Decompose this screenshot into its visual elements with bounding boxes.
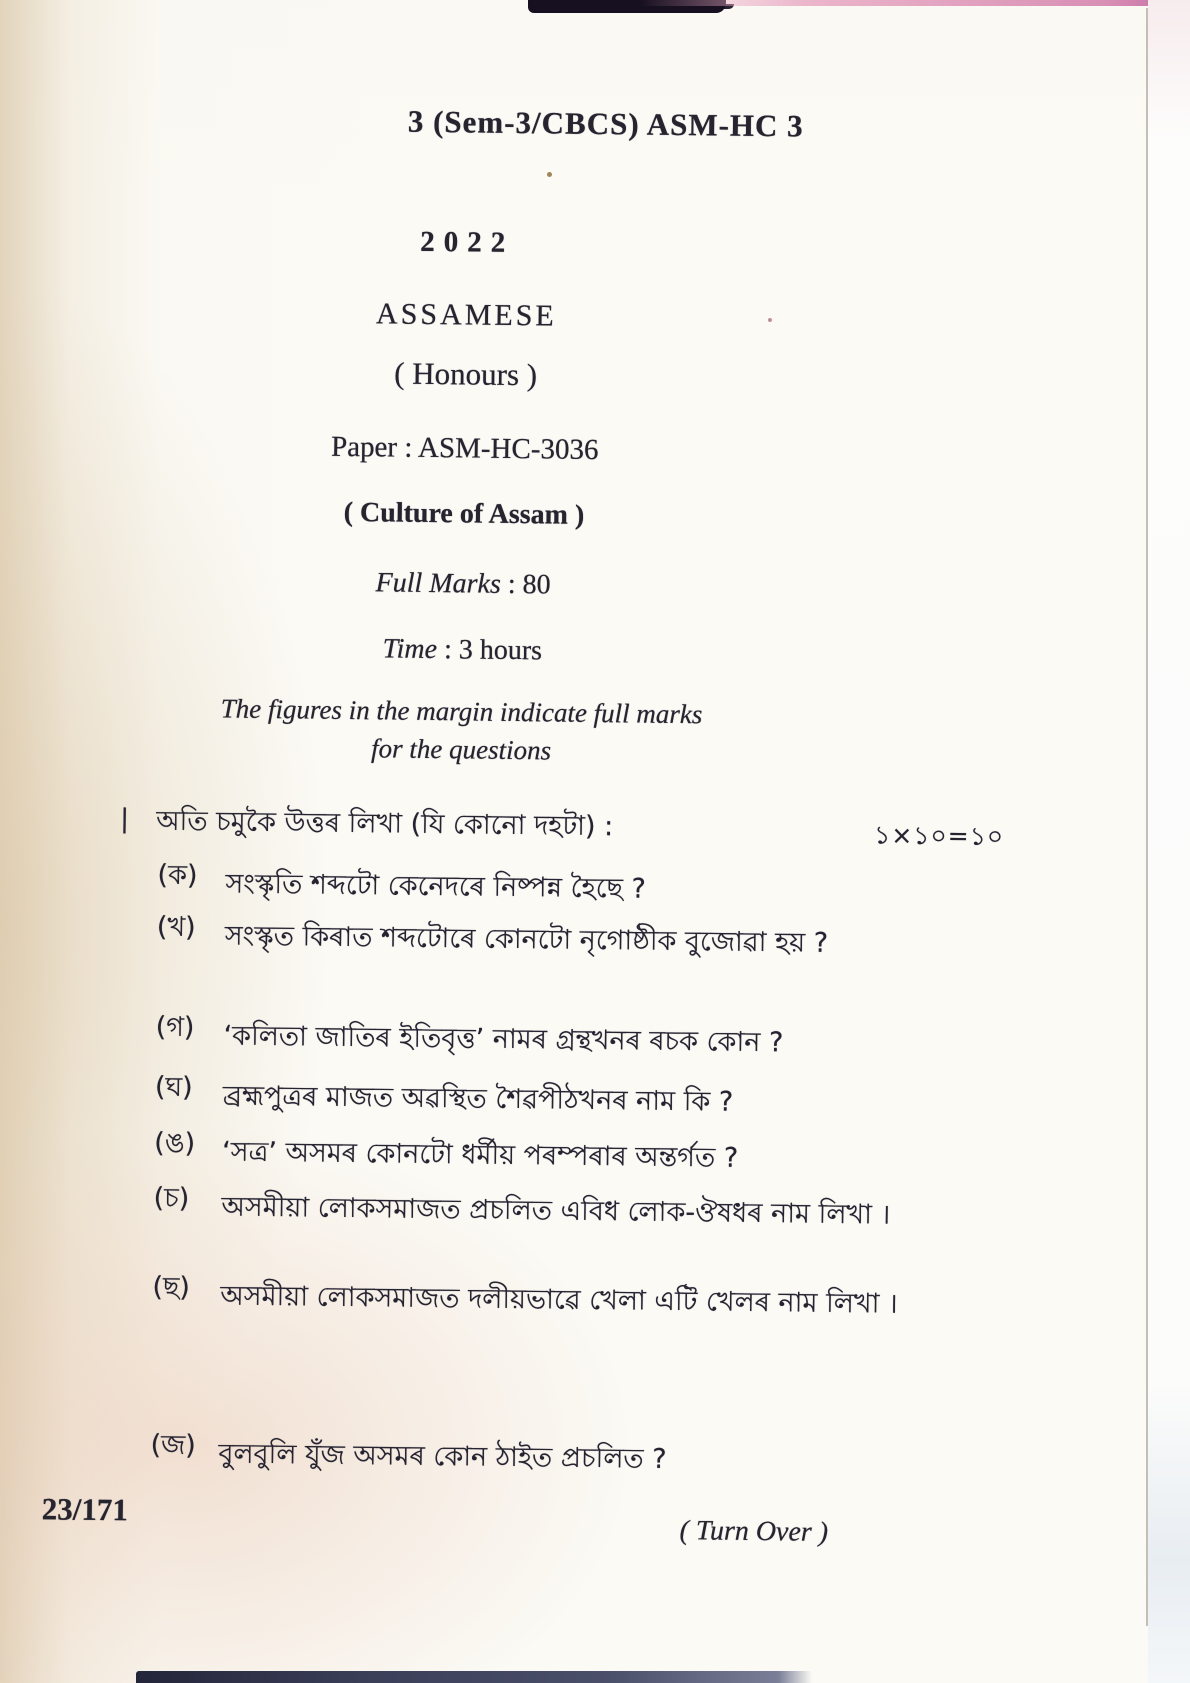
question-item xyxy=(153,1178,1024,1247)
margin-note-line2: for the questions xyxy=(370,733,552,766)
time-line xyxy=(62,629,862,671)
year-heading: 2022 xyxy=(420,225,515,259)
question-item-text: সংস্কৃত কিৰাত শব্দটোৰে কোনটো নৃগোষ্ঠীক বুজোৱা হয় ? xyxy=(224,920,829,959)
question1-number-mark: | xyxy=(120,804,130,835)
question-item-label: (গ) xyxy=(155,1011,195,1044)
question-item-label: (জ) xyxy=(150,1429,196,1462)
question-item xyxy=(155,1007,1026,1076)
question-item-label: (খ) xyxy=(156,911,196,944)
question-item-label: (ঙ) xyxy=(154,1127,196,1160)
question-item xyxy=(150,1425,1021,1494)
question1-marks: ১×১০=১০ xyxy=(873,820,1005,851)
question-item-text: ‘কলিতা জাতিৰ ইতিবৃত্ত’ নামৰ গ্ৰন্থখনৰ ৰচক কোন ? xyxy=(223,1020,784,1059)
question-item-label: (ঘ) xyxy=(154,1071,193,1104)
paper-title: ( Culture of Assam ) xyxy=(343,496,585,531)
full-marks-line xyxy=(63,563,863,605)
question-item-text: ব্ৰহ্মপুত্ৰৰ মাজত অৱস্থিত শৈৱপীঠখনৰ নাম কি ? xyxy=(222,1080,734,1118)
question-item-label: (চ) xyxy=(153,1182,190,1215)
level-heading: ( Honours ) xyxy=(394,355,538,393)
paper-number-line: Paper : ASM-HC-3036 xyxy=(330,430,599,467)
time-label: Time xyxy=(382,633,438,666)
question-item xyxy=(152,1267,1023,1336)
full-marks-label: Full Marks xyxy=(375,567,502,600)
full-marks-value: : 80 xyxy=(507,568,551,601)
footer-turn-over: ( Turn Over ) xyxy=(679,1515,829,1548)
question-item-label: (ছ) xyxy=(152,1271,191,1304)
subject-heading: ASSAMESE xyxy=(375,297,557,333)
question-item xyxy=(156,907,1027,976)
question-item-label: (ক) xyxy=(157,859,198,892)
question-item-text: সংস্কৃতি শব্দটো কেনেদৰে নিষ্পন্ন হৈছে ? xyxy=(225,868,647,905)
footer-paper-code: 23/171 xyxy=(41,1491,129,1528)
paper-code-header: 3 (Sem-3/CBCS) ASM-HC 3 xyxy=(407,103,804,144)
margin-note-line1: The figures in the margin indicate full marks xyxy=(220,693,703,730)
question-item-text: অসমীয়া লোকসমাজত প্ৰচলিত এবিধ লোক-ঔষধৰ নাম লিখা । xyxy=(221,1191,891,1231)
time-value: : 3 hours xyxy=(443,634,543,667)
question-item-text: ‘সত্ৰ’ অসমৰ কোনটো ধৰ্মীয় পৰম্পৰাৰ অন্তৰ্গত ? xyxy=(221,1136,739,1174)
question1-heading: অতি চমুকৈ উত্তৰ লিখা (যি কোনো দহটা) : xyxy=(156,805,614,843)
question-item-text: অসমীয়া লোকসমাজত দলীয়ভাৱে খেলা এটি খেলৰ নাম লিখা । xyxy=(220,1280,898,1320)
question-item-text: বুলবুলি যুঁজ অসমৰ কোন ঠাইত প্ৰচলিত ? xyxy=(218,1438,667,1475)
